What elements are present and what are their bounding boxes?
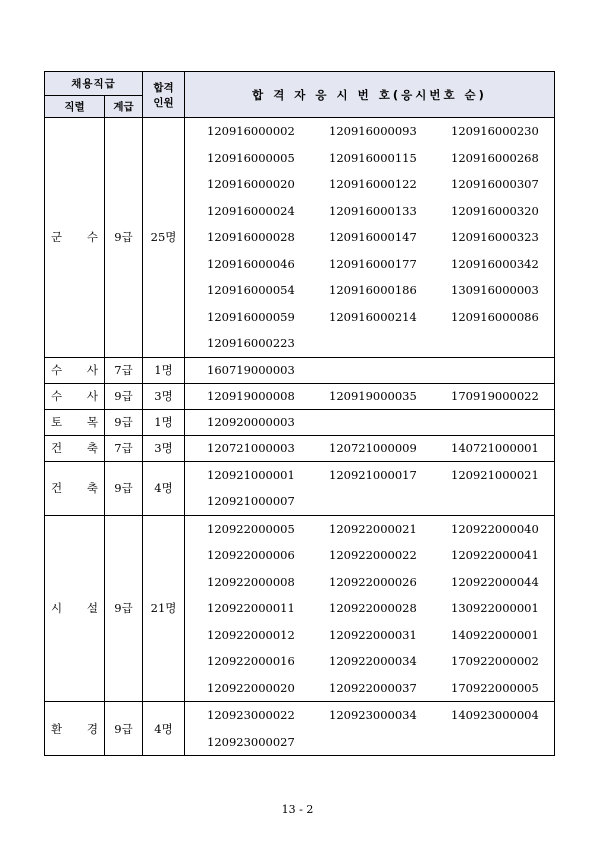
numbers-cell [185,461,555,515]
page-number: 13 - 2 [281,803,314,816]
exam-number: 120919000035 [329,388,417,403]
exam-number: 120916000115 [329,150,417,165]
table-row [45,383,555,409]
exam-number: 120916000320 [451,203,539,218]
exam-number: 120922000022 [329,548,417,562]
exam-number: 120921000007 [207,494,295,508]
grade-cell: 9급 [105,702,143,756]
exam-number: 120922000008 [207,574,295,589]
count-cell: 1명 [143,409,185,435]
exam-number: 120922000031 [329,627,417,642]
exam-number: 170922000005 [451,680,539,695]
grade-cell: 9급 [105,409,143,435]
exam-number: 170922000002 [451,654,539,668]
grade-cell: 7급 [105,357,143,383]
numbers-cell [185,357,555,383]
exam-number: 120922000028 [329,601,417,615]
table-row [45,409,555,435]
exam-number: 120922000011 [207,601,295,615]
table-row [45,702,555,756]
results-body [45,118,555,756]
exam-number: 120916000086 [451,309,539,324]
exam-number: 120721000009 [329,440,417,455]
position-char-a: 시 [51,601,63,616]
exam-number: 120721000003 [207,440,295,455]
exam-number: 120922000005 [207,521,295,536]
exam-number: 120916000002 [207,124,295,138]
exam-number: 120916000177 [329,256,417,271]
header-count-line2: 인원 [153,96,174,109]
position-cell [45,435,105,461]
table-row [45,435,555,461]
table-row [45,118,555,358]
numbers-cell [185,515,555,702]
numbers-cell [185,118,555,358]
numbers-cell [185,435,555,461]
header-position: 직렬 [45,96,105,118]
numbers-cell [185,702,555,756]
position-char-a: 토 [51,415,63,429]
position-cell [45,118,105,358]
count-cell: 25명 [143,118,185,358]
position-cell [45,702,105,756]
exam-number: 120922000037 [329,680,417,695]
count-cell: 1명 [143,357,185,383]
table-row [45,515,555,702]
exam-number: 120922000034 [329,654,417,668]
exam-number: 120916000005 [207,150,295,165]
header-count [143,72,185,118]
position-char-b: 사 [86,363,98,377]
header-grade: 계급 [105,96,143,118]
exam-number: 160719000003 [207,362,295,377]
position-char-b: 사 [86,389,98,403]
exam-number: 120922000021 [329,521,417,536]
exam-number: 120916000054 [207,283,295,297]
exam-number: 140923000004 [451,708,539,722]
table-row [45,461,555,515]
position-cell [45,357,105,383]
exam-number: 120916000133 [329,203,417,218]
exam-number: 120920000003 [207,414,295,429]
position-char-b: 축 [86,481,98,495]
exam-number: 120923000022 [207,708,295,722]
grade-cell: 9급 [105,461,143,515]
grade-cell: 7급 [105,435,143,461]
header-position-group: 채용직급 [45,72,143,96]
header-numbers: 합 격 자 응 시 번 호(응시번호 순) [185,72,555,118]
exam-number: 120916000059 [207,309,295,324]
position-char-b: 수 [86,230,98,245]
count-cell: 3명 [143,435,185,461]
position-char-b: 목 [86,415,98,429]
exam-number: 120916000046 [207,256,295,271]
exam-number: 140721000001 [451,440,539,455]
exam-number: 120916000223 [207,336,295,350]
exam-number: 120916000028 [207,230,295,244]
count-cell: 3명 [143,383,185,409]
exam-number: 120916000268 [451,150,539,165]
position-char-b: 경 [86,721,98,736]
position-char-b: 축 [86,441,98,455]
exam-number: 120922000006 [207,548,295,562]
header-count-line1: 합격 [153,81,174,94]
exam-number: 120916000323 [451,230,539,244]
exam-number: 170919000022 [451,388,539,403]
exam-number: 120916000214 [329,309,417,324]
results-table [44,71,555,756]
exam-number: 120923000034 [329,708,417,722]
exam-number: 120922000012 [207,627,295,642]
position-char-a: 건 [51,481,63,495]
position-cell [45,461,105,515]
position-char-a: 수 [51,389,63,403]
exam-number: 120916000230 [451,124,539,138]
exam-number: 120923000027 [207,734,295,749]
exam-number: 140922000001 [451,627,539,642]
table-row [45,357,555,383]
count-cell: 4명 [143,461,185,515]
grade-cell: 9급 [105,515,143,702]
exam-number: 120922000044 [451,574,539,589]
exam-number: 120922000020 [207,680,295,695]
exam-number: 120916000147 [329,230,417,244]
exam-number: 120916000020 [207,177,295,191]
exam-number: 120919000008 [207,388,295,403]
exam-number: 120922000040 [451,521,539,536]
position-char-a: 수 [51,363,63,377]
exam-number: 120921000017 [329,467,417,482]
exam-number: 120916000122 [329,177,417,191]
exam-number: 120916000024 [207,203,295,218]
exam-number: 120921000001 [207,467,295,482]
grade-cell: 9급 [105,383,143,409]
exam-number: 120922000026 [329,574,417,589]
exam-number: 120921000021 [451,467,539,482]
position-cell [45,409,105,435]
grade-cell: 9급 [105,118,143,358]
exam-number: 120916000093 [329,124,417,138]
exam-number: 130922000001 [451,601,539,615]
position-char-a: 군 [51,230,63,245]
position-cell [45,515,105,702]
count-cell: 4명 [143,702,185,756]
numbers-cell [185,383,555,409]
exam-number: 120922000016 [207,654,295,668]
position-char-b: 설 [86,601,98,616]
exam-number: 120916000307 [451,177,539,191]
position-cell [45,383,105,409]
exam-number: 120922000041 [451,548,539,562]
count-cell: 21명 [143,515,185,702]
position-char-a: 건 [51,441,63,455]
exam-number: 120916000342 [451,256,539,271]
position-char-a: 환 [51,721,63,736]
exam-number: 120916000186 [329,283,417,297]
exam-number: 130916000003 [451,283,539,297]
numbers-cell [185,409,555,435]
